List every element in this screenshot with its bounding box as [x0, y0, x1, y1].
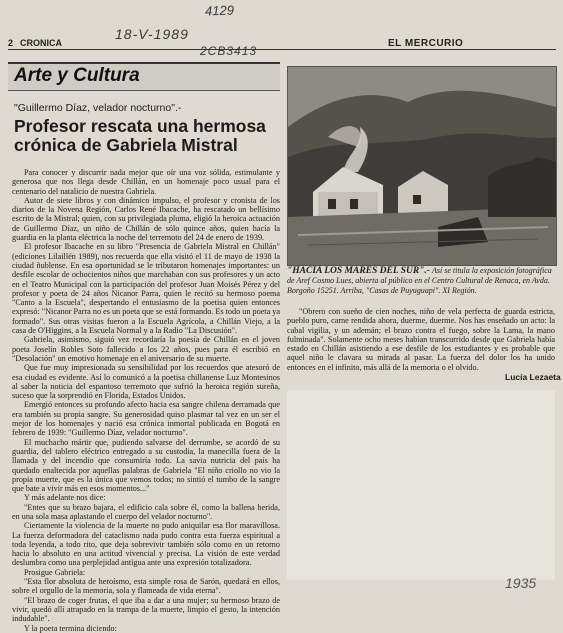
article-paragraph: Emergió entonces su profundo afecto hacia esa sangre chilena derramada que era también su propia sangre. Su generosidad quiso plasmar tal vez en un ser el mejor de los homenajes y nació esa crónica inmortal publicada en Bogotá en febrero de 1939: "Guillermo Díaz, velador nocturno". — [12, 400, 280, 438]
article-paragraph: Ciertamente la violencia de la muerte no pudo aniquilar esa flor maravillosa. La fuerza deformadora del cataclismo nada pudo contra esta fuerza espiritual a toda leyenda, a todo rito, que deja sobrevivir también sólo como en un retorno hacia lo absoluto en una actitud vivencial y precisa. La visión de este verdad deslumbra como una perplejidad antigua ante una expresión totalizadora. — [12, 521, 280, 568]
page-number: 2 — [8, 38, 14, 48]
article-paragraph: Y la poeta termina diciendo: — [24, 623, 117, 633]
article-paragraph: "Obrero con sueño de cien noches, niño de vela perfecta de guarda estricta, pueblo puro, carne rendida ahora, duerme, duerme. Nos has enseñado un acto: la cabal vigilia, y un ademán; el brazo contra el fuego, sobre la Lama, la mano fulminada". Solamente ocho meses habían transcurrido desde que Gabriela había estado en Chillán asistiendo a ese desfile de los estudiantes y es probable que aquel niño le clavara su mirada al pasar. La fuerza del dolor los ha unido entonces en el infinito, más allá de la memoria o el olvido. — [287, 307, 555, 372]
article-paragraph: Y más adelante nos dice: — [24, 493, 106, 503]
article-paragraph: "El brazo de coger frutas, el que iba a dar a una mujer; su hermoso brazo de vivir, quedó allí atrapado en la trampa de la muerte, limpio el gesto, la intención indudable". — [12, 595, 280, 624]
article-paragraph: "Esta flor absoluta de heroísmo, esta simple rosa de Sarón, quedará en ellos, sobre el orgullo de la memoria, sola y flameada de vida eterna". — [12, 577, 280, 596]
article-paragraph: Que fue muy impresionada su sensibilidad por los recuerdos que atesoró de esa ciudad es evidente. Así lo comunicó a la poetisa chillanense Luz Montesinos al saber la noticia del espantoso terremoto que sufrió la heroica región sureña, suceso que la sorprendió en Florida, Estados Unidos. — [12, 363, 280, 401]
article-kicker: "Guillermo Díaz, velador nocturno".- — [14, 102, 182, 114]
newspaper-name: EL MERCURIO — [388, 38, 464, 49]
photo-caption — [287, 266, 555, 295]
article-paragraph: El profesor Ibacache en su libro "Presencia de Gabriela Mistral en Chillán" (ediciones Lilaillén 1989), nos recuerda que ella visitó el 11 de mayo de 1938 la ciudad ñublense. En esa oportunidad se le tributaron homenajes importantes: un desfile escolar de ochocientos niños que marchaban con sus profesores y un acto en el Teatro Municipal con la participación del profesor Juan Moisés Pérez y del profesor y poeta de 24 años Nicanor Parra, quien le recitó su hermoso poema "Canto a la Escuela", despertando el entusiasmo de la poetisa quien entonces expresó: "Nicanor Parra no es un poeta que se está formando. Es todo un poeta ya formado". Sus otras visitas fueron a la Escuela Agrícola, a Chillán Viejo, a la casa de O'Higgins, a la Escuela Normal y a la Radio "La Discusión". — [12, 242, 280, 336]
handwritten-number: 4129 — [204, 2, 235, 19]
article-body-left — [12, 168, 280, 633]
handwritten-code: 2CB3413 — [200, 44, 258, 58]
photograph-houses — [287, 66, 557, 266]
section-banner — [8, 62, 280, 91]
header-rule — [8, 49, 556, 50]
handwritten-number: 1935 — [505, 575, 537, 591]
article-headline: Profesor rescata una hermosa crónica de Gabriela Mistral — [14, 116, 266, 155]
article-paragraph: Para conocer y discurrir nada mejor que oír una voz sólida, estimulante y generosa que nos llega desde Chillán, en un homenaje poco usual para el centenario del natalicio de nuestra Gabriela. — [12, 168, 280, 196]
page-section: CRONICA — [20, 38, 62, 48]
handwritten-date: 18-V-1989 — [115, 26, 189, 42]
article-paragraph: Gabriela, asimismo, siguió vez recordaría la poesía de Chillán en el joven poeta Joselín Robles Soto fallecido a los 22 años, pues para él escribió en "Desolación" un emotivo homenaje en el aniversario de su muerte. — [12, 335, 280, 363]
article-paragraph: El muchacho mártir que, pudiendo salvarse del derrumbe, se acordó de su guardia, del tablero eléctrico entregado a su custodia, la manecilla fuera de la llamada y del incendio que consumiría todo. La savia nutricia del país ha quedado enaltecida por aquellas palabras de Gabriela "El niño criollo no vio la propia muerte, que es la única que vemos todos; no sintió el tumbo de la sangre que bate a vivir más en esos momentos..." — [12, 437, 280, 494]
article-body-right — [287, 307, 555, 372]
caption-body: Así se titula la exposición fotográfica de Aref Cosmo Lues, abierta al público en el Centro Cultural de Renaca, en Avda. Borgoño 15251. Arriba, "Casas de Puyuguapi". XI Región. — [287, 266, 552, 295]
section-title: Arte y Cultura — [14, 65, 140, 86]
article-paragraph: Autor de siete libros y con dinámico impulso, el profesor y cronista de los diarios de la Novena Región, Carlos René Ibacache, ha rescatado un bellísimo escrito de la Mistral; quien, con su privilegiada pluma, eligió la heroica actuación de Guillermo Díaz, un niño de Chillán de sólo quince años, quien hacía la guardia en la planta eléctrica la noche del terremoto del 24 de enero de 1939. — [12, 195, 280, 243]
blank-area — [287, 390, 555, 580]
article-paragraph: "Entes que su brazo bajara, el edificio cala sobre él, como la ballena herida, en una sola masa aplastando el cuerpo del velador nocturno". — [12, 502, 280, 521]
author-signature: Lucía Lezaeta — [505, 372, 561, 382]
article-paragraph: Prosigue Gabriela: — [24, 567, 86, 577]
caption-title: "HACIA LOS MARES DEL SUR".- — [287, 266, 430, 276]
